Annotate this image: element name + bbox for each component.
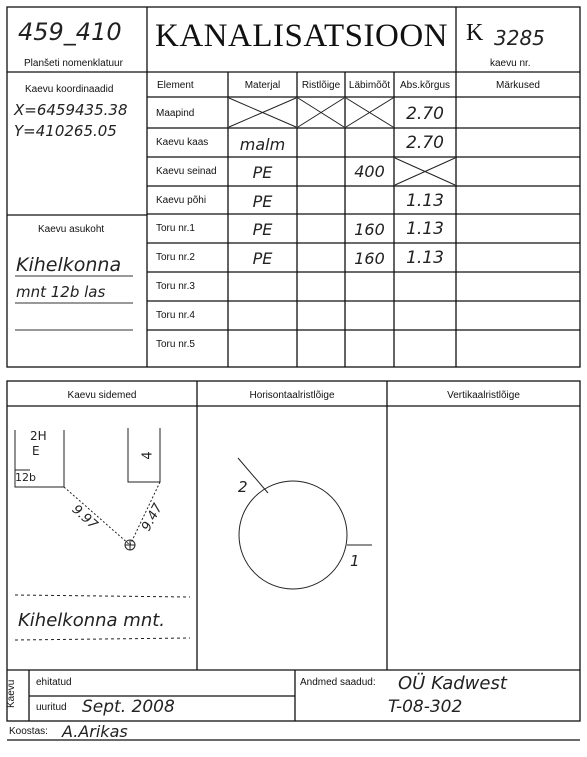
table-cell-height: 1.13: [406, 248, 444, 268]
section-vertical-label: Vertikaalristlõige: [447, 390, 520, 401]
coordinates-label: Kaevu koordinaadid: [25, 84, 114, 95]
page-title: KANALISATSIOON: [155, 18, 448, 54]
compiled-value: A.Arikas: [62, 722, 128, 741]
table-cell-material: PE: [252, 220, 273, 239]
table-row-element: Kaevu põhi: [156, 195, 207, 206]
section-ties-label: Kaevu sidemed: [67, 390, 137, 401]
table-row-element: Kaevu seinad: [156, 166, 217, 177]
sketch-street-label: Kihelkonna mnt.: [18, 610, 166, 631]
col-header-remarks: Märkused: [496, 80, 540, 91]
table-cell-diameter: 160: [354, 249, 385, 268]
col-header-cross-section: Ristlõige: [301, 80, 341, 91]
nomenclature-label: Planšeti nomenklatuur: [24, 58, 123, 69]
section-horizontal-label: Horisontaalristlõige: [249, 390, 335, 401]
col-header-abs-height: Abs.kõrgus: [399, 80, 451, 91]
data-from-value: OÜ Kadwest: [398, 673, 507, 694]
footer-side-label: Kaevu: [6, 679, 17, 708]
coordinate-x: X=6459435.38: [14, 101, 128, 119]
table-row-element: Toru nr.3: [156, 281, 195, 292]
col-header-material: Materjal: [244, 80, 281, 91]
location-line-2: mnt 12b las: [16, 283, 106, 301]
table-cell-height: 1.13: [406, 191, 444, 211]
sketch-building-left-1: 2H: [30, 429, 47, 443]
sketch-building-right: 4: [140, 451, 156, 460]
table-row-element: Toru nr.5: [156, 339, 195, 350]
pipe-label-1: 1: [350, 552, 360, 570]
table-row-element: Toru nr.4: [156, 310, 195, 321]
surveyed-value: Sept. 2008: [82, 697, 175, 717]
table-row-element: Toru nr.1: [156, 223, 195, 234]
data-reference: T-08-302: [388, 697, 463, 717]
sketch-building-left-2: E: [32, 444, 40, 458]
well-prefix: K: [466, 20, 484, 46]
table-cell-diameter: 160: [354, 220, 385, 239]
surveyed-label: uuritud: [36, 702, 67, 713]
coordinate-y: Y=410265.05: [14, 122, 117, 140]
location-line-1: Kihelkonna: [16, 254, 122, 276]
col-header-element: Element: [157, 80, 194, 91]
col-header-diameter: Läbimõõt: [348, 80, 391, 91]
pipe-label-2: 2: [238, 478, 248, 496]
table-cell-height: 1.13: [406, 219, 444, 239]
table-row-element: Toru nr.2: [156, 252, 195, 263]
table-cell-material: PE: [252, 192, 273, 211]
built-label: ehitatud: [36, 677, 72, 688]
data-from-label: Andmed saadud:: [300, 677, 376, 688]
table-cell-material: PE: [252, 163, 273, 182]
table-cell-material: PE: [252, 249, 273, 268]
well-number-label: kaevu nr.: [490, 58, 531, 69]
nomenclature-value: 459_410: [18, 18, 122, 46]
compiled-label: Koostas:: [9, 726, 48, 737]
table-cell-height: 2.70: [406, 133, 444, 153]
table-cell-diameter: 400: [354, 162, 385, 181]
table-row-element: Maapind: [156, 108, 195, 119]
sketch-building-left-3: 12b: [15, 471, 36, 484]
location-label: Kaevu asukoht: [38, 224, 105, 235]
well-number: 3285: [494, 26, 545, 50]
sketch-distance-right: 9.47: [139, 501, 166, 534]
sketch-distance-left: 9.97: [68, 502, 101, 533]
table-row-element: Kaevu kaas: [156, 137, 209, 148]
table-cell-material: malm: [239, 135, 286, 154]
table-cell-height: 2.70: [406, 104, 444, 124]
